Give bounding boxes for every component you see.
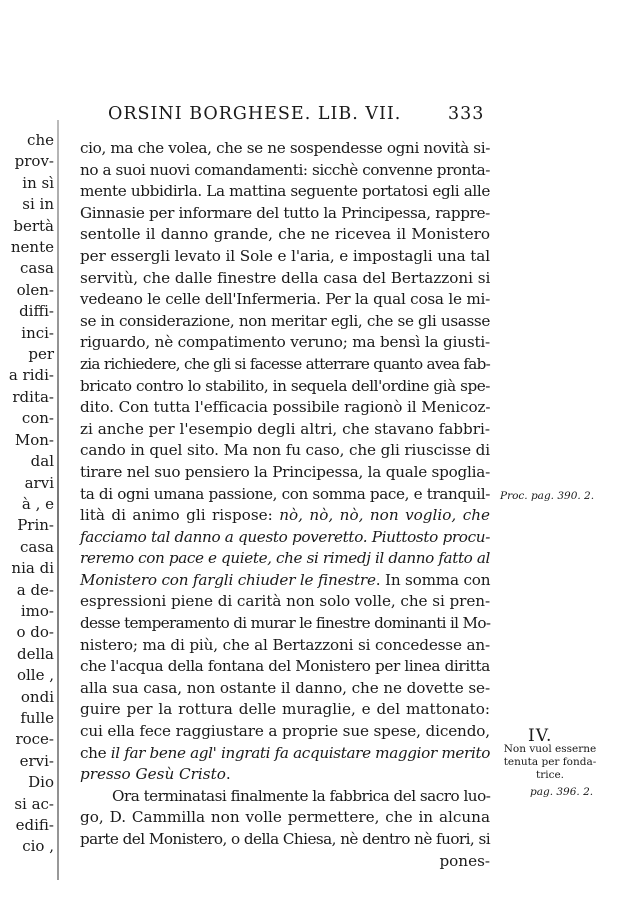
text-segment: zi anche per l'esempio degli altri, che stavano fabbri- <box>80 419 490 438</box>
text-segment: zia richiedere, che gli si facesse atterrare quanto avea fab- <box>80 354 491 373</box>
previous-page-fragment: prov- <box>14 152 54 171</box>
previous-page-fragment: casa <box>20 259 54 278</box>
section-number: IV. <box>528 726 553 746</box>
previous-page-fragment: edifi- <box>15 816 54 834</box>
previous-page-fragment: o do- <box>16 623 54 642</box>
text-segment: cui ella fece raggiustare a proprie sue spese, dicendo, <box>80 722 490 741</box>
previous-page-fragment: ervi- <box>19 751 54 770</box>
text-line <box>80 397 490 419</box>
previous-page-fragment: Prin- <box>17 516 54 535</box>
text-line-content <box>80 311 490 333</box>
text-line <box>80 613 490 635</box>
text-segment: bricato contro lo stabilito, in sequela dell'ordine già spe- <box>80 376 490 395</box>
text-segment: dito. Con tutta l'efficacia possibile ragionò il Menicoz- <box>80 398 491 417</box>
text-line-content <box>80 656 490 678</box>
margin-note-proc-ref: Proc. pag. 390. 2. <box>500 490 595 502</box>
text-segment: cando in quel sito. Ma non fu caso, che gli riuscisse di <box>80 441 491 460</box>
previous-page-fragment: casa <box>20 537 54 556</box>
previous-page-fragment: per <box>28 345 54 364</box>
text-line <box>80 311 490 333</box>
text-line-content <box>80 591 490 613</box>
text-segment: lità di animo gli rispose: <box>80 506 280 525</box>
previous-page-fragment: roce- <box>15 730 54 749</box>
text-line-content <box>80 829 490 851</box>
text-line-content <box>80 268 490 290</box>
text-line-content <box>80 246 490 268</box>
text-line <box>80 484 490 506</box>
previous-page-fragment: cio , <box>22 837 54 856</box>
margin-note-section <box>500 726 630 799</box>
previous-page-fragment: nente <box>10 238 54 257</box>
text-line-content <box>80 354 490 376</box>
text-line-content <box>80 160 490 182</box>
text-line <box>80 246 490 268</box>
text-line <box>80 678 490 700</box>
text-segment: se in considerazione, non meritar egli, che se gli usasse <box>80 311 490 330</box>
text-line-content <box>80 224 490 246</box>
page-number: 333 <box>448 104 485 124</box>
previous-page-fragment: ondi <box>20 687 54 706</box>
text-segment: sentolle il danno grande, che ne ricevea il Monistero <box>80 225 490 244</box>
text-line-content <box>80 484 490 506</box>
text-segment: . In somma con <box>375 570 491 589</box>
text-segment: per essergli levato il Sole e l'aria, e impostagli una tal <box>80 246 490 265</box>
text-line-content <box>80 613 490 635</box>
text-segment: riguardo, nè compatimento veruno; ma bensì la giusti- <box>80 333 491 352</box>
text-line <box>80 440 490 462</box>
text-line-content <box>80 678 490 700</box>
text-segment: Ginnasie per informare del tutto la Principessa, rappre- <box>80 203 490 222</box>
text-segment: tirare nel suo pensiero la Principessa, la quale spoglia- <box>80 462 490 481</box>
previous-page-fragment: a de- <box>16 580 54 599</box>
previous-page-fragment: in sì <box>22 173 54 192</box>
text-line-content <box>80 419 490 441</box>
text-line <box>80 807 490 829</box>
text-line <box>80 462 490 484</box>
text-line <box>80 354 490 376</box>
text-segment: servitù, che dalle finestre della casa del Bertazzoni si <box>80 268 491 287</box>
text-line <box>80 505 490 527</box>
previous-page-fragment: dal <box>30 452 54 471</box>
text-line-content <box>80 203 490 225</box>
text-segment: ta di ogni umana passione, con somma pace, e tranquil- <box>80 484 490 503</box>
previous-page-fragment: si in <box>22 195 54 214</box>
previous-page-fragment: della <box>16 644 54 663</box>
text-segment: mente ubbidirla. La mattina seguente portatosi egli alle <box>80 182 491 201</box>
text-line-content <box>80 548 490 570</box>
previous-page-text <box>0 130 54 858</box>
text-line <box>80 656 490 678</box>
text-line <box>80 786 490 808</box>
text-line-content <box>80 181 490 203</box>
previous-page-fragment: fulle <box>20 708 54 727</box>
text-line <box>80 289 490 311</box>
text-line <box>80 138 490 160</box>
previous-page-fragment: rdita- <box>12 387 54 406</box>
previous-page-fragment: si ac- <box>14 794 54 813</box>
text-line <box>80 851 490 873</box>
section-note-ref: pag. 396. 2. <box>530 786 594 798</box>
italic-segment: Monistero con fargli chiuder le finestre <box>80 570 376 589</box>
text-line <box>80 224 490 246</box>
text-line-content <box>80 699 490 721</box>
text-line <box>80 743 490 765</box>
section-note-line-3: trice. <box>535 769 565 781</box>
text-segment: alla sua casa, non ostante il danno, che ne dovette se- <box>80 678 490 697</box>
text-line <box>80 419 490 441</box>
text-line <box>80 829 490 851</box>
text-segment: nistero; ma di più, che al Bertazzoni si concedesse an- <box>80 635 491 654</box>
text-segment: no a suoi nuovi comandamenti: sicchè convenne pronta- <box>80 160 491 179</box>
text-segment: che l'acqua della fontana del Monistero per linea diritta <box>80 657 490 676</box>
previous-page-fragment: bertà <box>13 216 54 235</box>
text-line-content <box>112 786 490 808</box>
section-note-line-2: tenuta per fonda- <box>503 756 597 768</box>
text-line <box>80 332 490 354</box>
text-line-content <box>80 462 490 484</box>
text-line <box>80 181 490 203</box>
text-line-content <box>80 138 490 160</box>
previous-page-fragment: inci- <box>21 323 54 342</box>
previous-page-fragment: che <box>27 131 54 149</box>
text-line-content <box>80 397 490 419</box>
text-line <box>80 203 490 225</box>
previous-page-fragment: a ridi- <box>8 366 54 385</box>
text-segment: Ora terminatasi finalmente la fabbrica del sacro luo- <box>112 786 491 805</box>
text-segment: cio, ma che volea, che se ne sospendesse ogni novità si- <box>80 139 491 157</box>
previous-page-fragment: imo- <box>20 601 54 620</box>
previous-page-fragment: olle , <box>16 666 54 685</box>
text-line <box>80 764 490 786</box>
text-segment: espressioni piene di carità non solo volle, che si pren- <box>80 592 491 611</box>
text-segment: desse temperamento di murar le finestre dominanti il Mo- <box>80 614 491 633</box>
text-segment: go, D. Cammilla non volle permettere, che in alcuna <box>80 808 490 827</box>
text-line-content <box>80 332 490 354</box>
italic-segment: facciamo tal danno a questo poveretto. Piuttosto procu- <box>80 527 490 546</box>
running-title: ORSINI BORGHESE. LIB. VII. <box>108 104 402 124</box>
section-note-line-1: Non vuol esserne <box>503 743 597 755</box>
margin-note-proc <box>500 490 630 503</box>
text-line <box>80 635 490 657</box>
text-line <box>80 721 490 743</box>
text-line-content <box>80 289 490 311</box>
text-line-content <box>80 721 490 743</box>
previous-page-fragment: olen- <box>16 280 54 299</box>
previous-page-fragment: Mon- <box>14 430 54 449</box>
text-line-content <box>80 440 490 462</box>
italic-segment: reremo con pace e quiete, che si rimedj il danno fatto al <box>80 549 490 568</box>
text-line-content <box>80 505 490 527</box>
text-segment: che <box>80 743 111 762</box>
text-line-content <box>80 635 490 657</box>
text-line-content <box>80 743 490 765</box>
text-line <box>80 527 490 549</box>
text-line <box>80 160 490 182</box>
previous-page-fragment: nia di <box>11 559 54 578</box>
italic-segment: il far bene agl' ingrati fa acquistare maggior merito <box>110 743 491 762</box>
text-line-content <box>80 764 231 786</box>
text-line <box>80 268 490 290</box>
italic-segment: nò, nò, nò, non voglio, che <box>279 506 490 525</box>
text-line-content <box>80 570 490 592</box>
text-segment: . <box>225 765 231 784</box>
text-segment: guire per la rottura delle muraglie, e del mattonato: <box>80 700 491 719</box>
text-segment: pones- <box>439 851 490 870</box>
text-line-content <box>80 807 490 829</box>
previous-page-fragment: Dio <box>28 773 54 792</box>
text-line <box>80 591 490 613</box>
previous-page-fragment: à , e <box>21 494 54 513</box>
text-segment: vedeano le celle dell'Infermeria. Per la qual cosa le mi- <box>80 290 491 309</box>
text-line <box>80 570 490 592</box>
text-line-content <box>80 376 490 398</box>
previous-page-gutter <box>0 0 60 900</box>
book-fold-line <box>57 120 59 880</box>
text-segment: parte del Monistero, o della Chiesa, nè dentro nè fuori, si <box>80 830 491 848</box>
text-line-content <box>439 851 490 873</box>
main-text-column <box>80 138 490 872</box>
text-line <box>80 548 490 570</box>
previous-page-fragment: arvi <box>24 473 54 492</box>
text-line-content <box>80 527 490 549</box>
previous-page-fragment: diffi- <box>19 302 54 321</box>
italic-segment: presso Gesù Cristo <box>80 765 226 784</box>
text-line <box>80 376 490 398</box>
text-line <box>80 699 490 721</box>
previous-page-fragment: con- <box>21 409 54 428</box>
